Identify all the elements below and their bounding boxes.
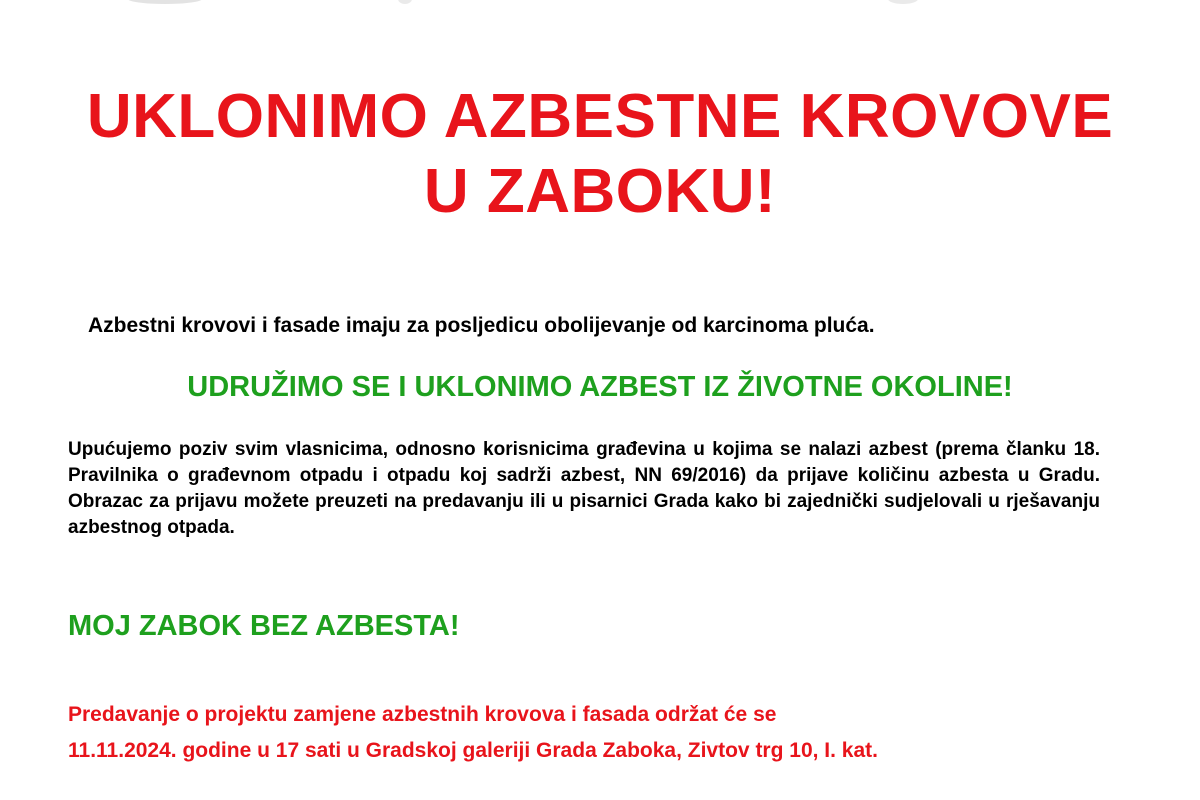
cropped-graphic-fragment: [128, 0, 202, 4]
health-warning-text: Azbestni krovovi i fasade imaju za posljedicu obolijevanje od karcinoma pluća.: [88, 314, 875, 337]
headline-line-1: UKLONIMO AZBESTNE KROVOVE: [86, 82, 1114, 151]
invitation-paragraph: Upućujemo poziv svim vlasnicima, odnosno korisnicima građevina u kojima se nalazi azbest (prema članku 18. Pravilnika o građevnom otpadu i otpadu koj sadrži azbest, NN 69/2016) da prijave količinu azbesta u Gradu. Obrazac za prijavu možete preuzeti na predavanju ili u pisarnici Grada kako bi zajednički sudjelovali u rješavanju azbestnog otpada.: [68, 439, 1100, 538]
call-to-action-slogan: UDRUŽIMO SE I UKLONIMO AZBEST IZ ŽIVOTNE OKOLINE!: [187, 371, 1013, 403]
cropped-graphic-fragment: [888, 0, 918, 4]
event-announcement-line-2: 11.11.2024. godine u 17 sati u Gradskoj galeriji Grada Zaboka, Zivtov trg 10, I. kat.: [68, 739, 878, 762]
motto-heading: MOJ ZABOK BEZ AZBESTA!: [68, 610, 460, 642]
headline-line-2: U ZABOKU!: [423, 157, 777, 226]
event-announcement-line-1: Predavanje o projektu zamjene azbestnih krovova i fasada održat će se: [68, 703, 777, 726]
cropped-graphic-fragment: [398, 0, 412, 4]
